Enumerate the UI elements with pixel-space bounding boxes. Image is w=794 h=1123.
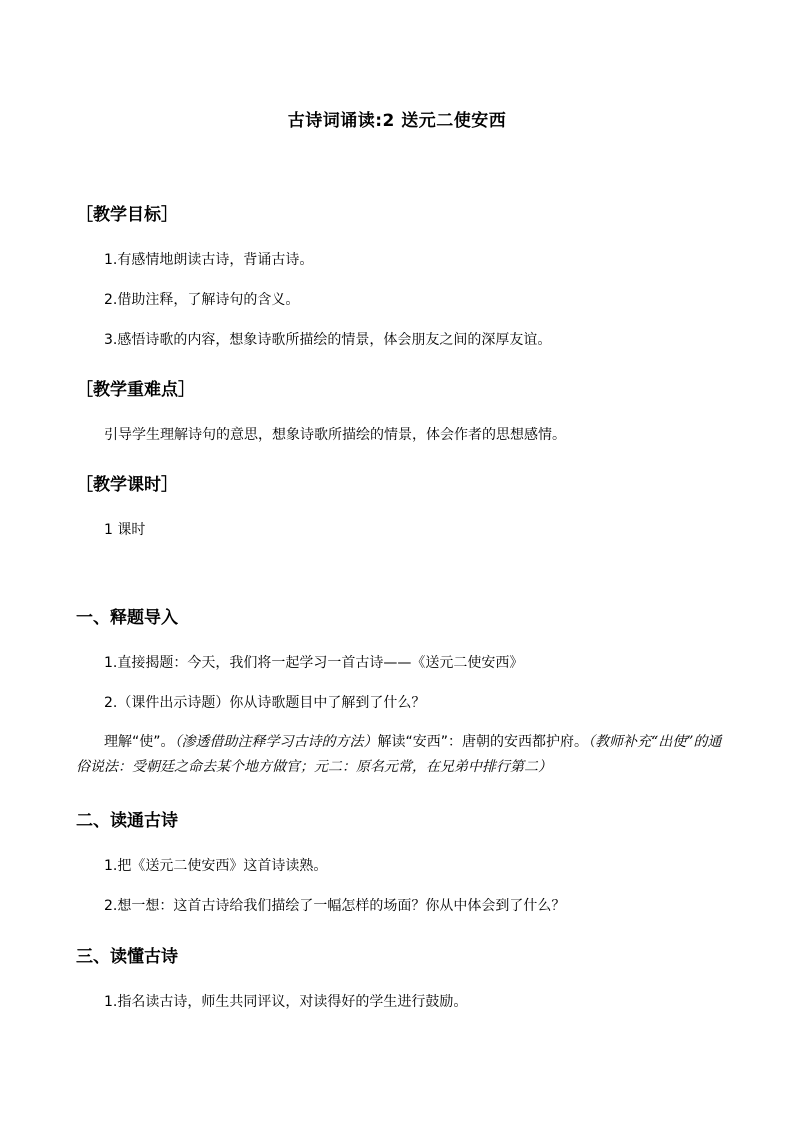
note-part-d: （教师补充“出使”的通俗说法：受朝廷之命去某个地方做官；元二：原名元常，在兄弟中排行第二）: [76, 734, 722, 775]
section1-item-2: 2.（课件出示诗题）你从诗歌题目中了解到了什么？: [104, 695, 426, 711]
duration-heading: ［教学课时］: [76, 475, 178, 495]
section3-item-1: 1.指名读古诗，师生共同评议，对读得好的学生进行鼓励。: [104, 994, 468, 1010]
key-points-heading: ［教学重难点］: [76, 380, 195, 400]
section2-heading: 二、读通古诗: [76, 811, 178, 831]
objective-item-3: 3.感悟诗歌的内容，想象诗歌所描绘的情景，体会朋友之间的深厚友谊。: [104, 332, 552, 348]
objectives-heading: ［教学目标］: [76, 205, 178, 225]
objective-item-1: 1.有感情地朗读古诗，背诵古诗。: [104, 252, 314, 268]
document-title: 古诗词诵读:2 送元二使安西: [287, 111, 507, 131]
duration-text: 1 课时: [104, 522, 146, 538]
section2-item-1: 1.把《送元二使安西》这首诗读熟。: [104, 858, 328, 874]
section1-heading: 一、释题导入: [76, 608, 178, 628]
note-part-c: 解读“安西”：唐朝的安西都护府。: [377, 734, 589, 750]
objective-item-2: 2.借助注释，了解诗句的含义。: [104, 292, 300, 308]
note-part-a: 理解“使”。: [76, 734, 175, 750]
key-points-text: 引导学生理解诗句的意思，想象诗歌所描绘的情景，体会作者的思想感情。: [104, 427, 566, 443]
section1-note: [76, 730, 728, 780]
section2-item-2: 2.想一想：这首古诗给我们描绘了一幅怎样的场面？你从中体会到了什么？: [104, 898, 566, 914]
section3-heading: 三、读懂古诗: [76, 947, 178, 967]
note-part-b: （渗透借助注释学习古诗的方法）: [174, 734, 378, 750]
section1-item-1: 1.直接揭题：今天，我们将一起学习一首古诗——《送元二使安西》: [104, 655, 524, 671]
